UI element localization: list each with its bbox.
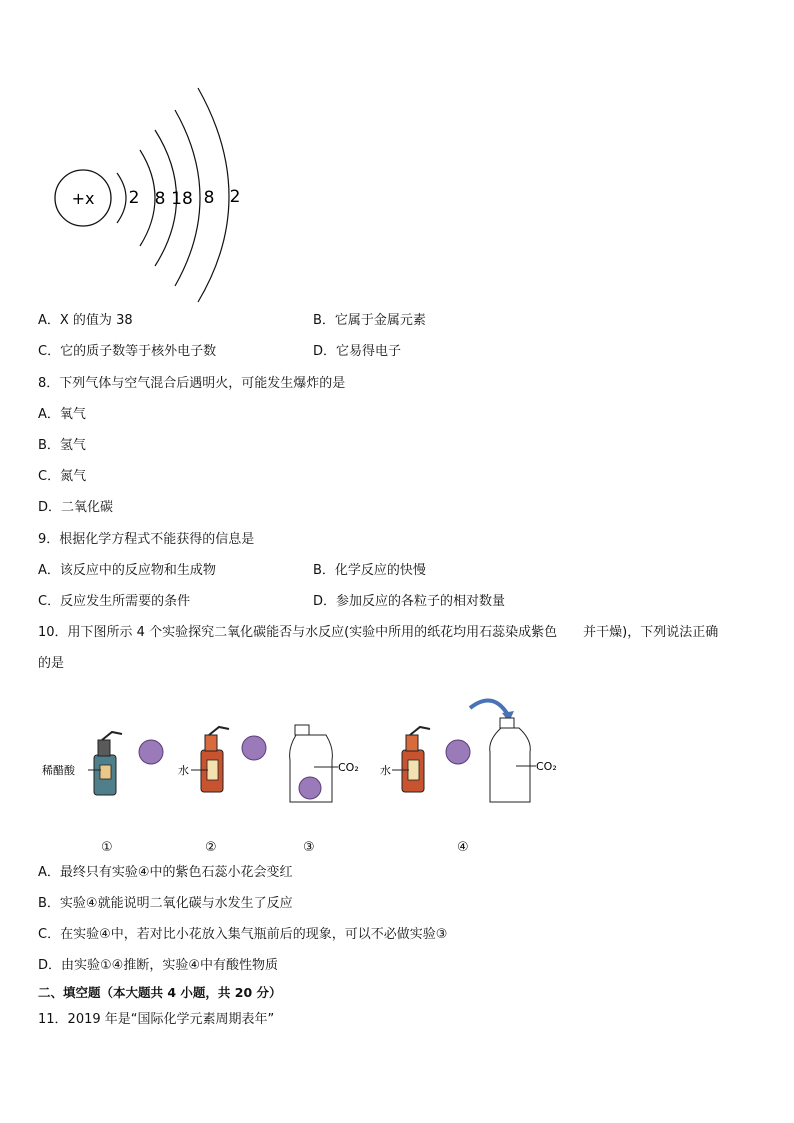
q9-option-b: B．化学反应的快慢 <box>313 563 426 578</box>
experiment-number-2: ② <box>205 840 217 855</box>
label-water-2: 水 <box>380 764 391 777</box>
q8-option-a: A．氧气 <box>38 407 86 422</box>
q10-option-c: C．在实验④中，若对比小花放入集气瓶前后的现象，可以不必做实验③ <box>38 927 448 942</box>
gas-jar-4 <box>490 718 531 802</box>
q7-option-b: B．它属于金属元素 <box>313 313 426 328</box>
shell-electrons-4: 8 <box>203 188 215 208</box>
gas-jar-3 <box>290 725 333 802</box>
section-heading-fill-in: 二、填空题（本大题共 4 小题，共 20 分） <box>38 985 282 1000</box>
q7-option-a: A．X 的值为 38 <box>38 313 133 328</box>
shell-electrons-2: 8 <box>154 189 166 209</box>
label-co2-b: CO₂ <box>536 760 557 773</box>
q7-option-d: D．它易得电子 <box>313 344 402 359</box>
experiment-figure <box>38 690 598 815</box>
shell-arc-2 <box>140 150 155 246</box>
spray-bottle-1 <box>94 732 122 795</box>
transfer-arrow-icon <box>470 700 508 715</box>
shell-electrons-3: 18 <box>171 189 193 209</box>
q9-option-c: C．反应发生所需要的条件 <box>38 594 191 609</box>
experiment-number-4: ④ <box>457 840 469 855</box>
atom-structure-diagram <box>40 80 270 310</box>
spray-bottle-2 <box>201 727 229 792</box>
shell-electrons-5: 2 <box>229 187 241 207</box>
nucleus-charge: +x <box>71 189 95 208</box>
q8-stem: 8．下列气体与空气混合后遇明火，可能发生爆炸的是 <box>38 376 346 391</box>
experiment-number-3: ③ <box>303 840 315 855</box>
q9-option-a: A．该反应中的反应物和生成物 <box>38 563 216 578</box>
purple-flower-1 <box>139 740 163 764</box>
label-water-1: 水 <box>178 764 189 777</box>
q7-option-c: C．它的质子数等于核外电子数 <box>38 344 217 359</box>
shell-electrons-1: 2 <box>128 188 140 208</box>
q8-option-d: D．二氧化碳 <box>38 500 114 515</box>
q8-option-c: C．氮气 <box>38 469 87 484</box>
q10-stem-line2: 的是 <box>38 656 65 671</box>
q10-option-d: D．由实验①④推断，实验④中有酸性物质 <box>38 958 278 973</box>
purple-flower-4 <box>446 740 470 764</box>
q9-option-d: D．参加反应的各粒子的相对数量 <box>313 594 506 609</box>
purple-flower-2 <box>242 736 266 760</box>
experiment-number-1: ① <box>101 840 113 855</box>
q9-stem: 9．根据化学方程式不能获得的信息是 <box>38 532 255 547</box>
q10-option-a: A．最终只有实验④中的紫色石蕊小花会变红 <box>38 865 293 880</box>
shell-arc-1 <box>117 173 126 223</box>
label-co2-a: CO₂ <box>338 761 359 774</box>
spray-bottle-4 <box>402 727 430 792</box>
q10-stem-line1: 10．用下图所示 4 个实验探究二氧化碳能否与水反应(实验中所用的纸花均用石蕊染成紫色 并干燥)，下列说法正确 <box>38 625 719 640</box>
q11-stem: 11．2019 年是“国际化学元素周期表年” <box>38 1012 275 1027</box>
q10-option-b: B．实验④就能说明二氧化碳与水发生了反应 <box>38 896 293 911</box>
label-dilute-acetic-acid: 稀醋酸 <box>42 764 75 777</box>
q8-option-b: B．氢气 <box>38 438 86 453</box>
